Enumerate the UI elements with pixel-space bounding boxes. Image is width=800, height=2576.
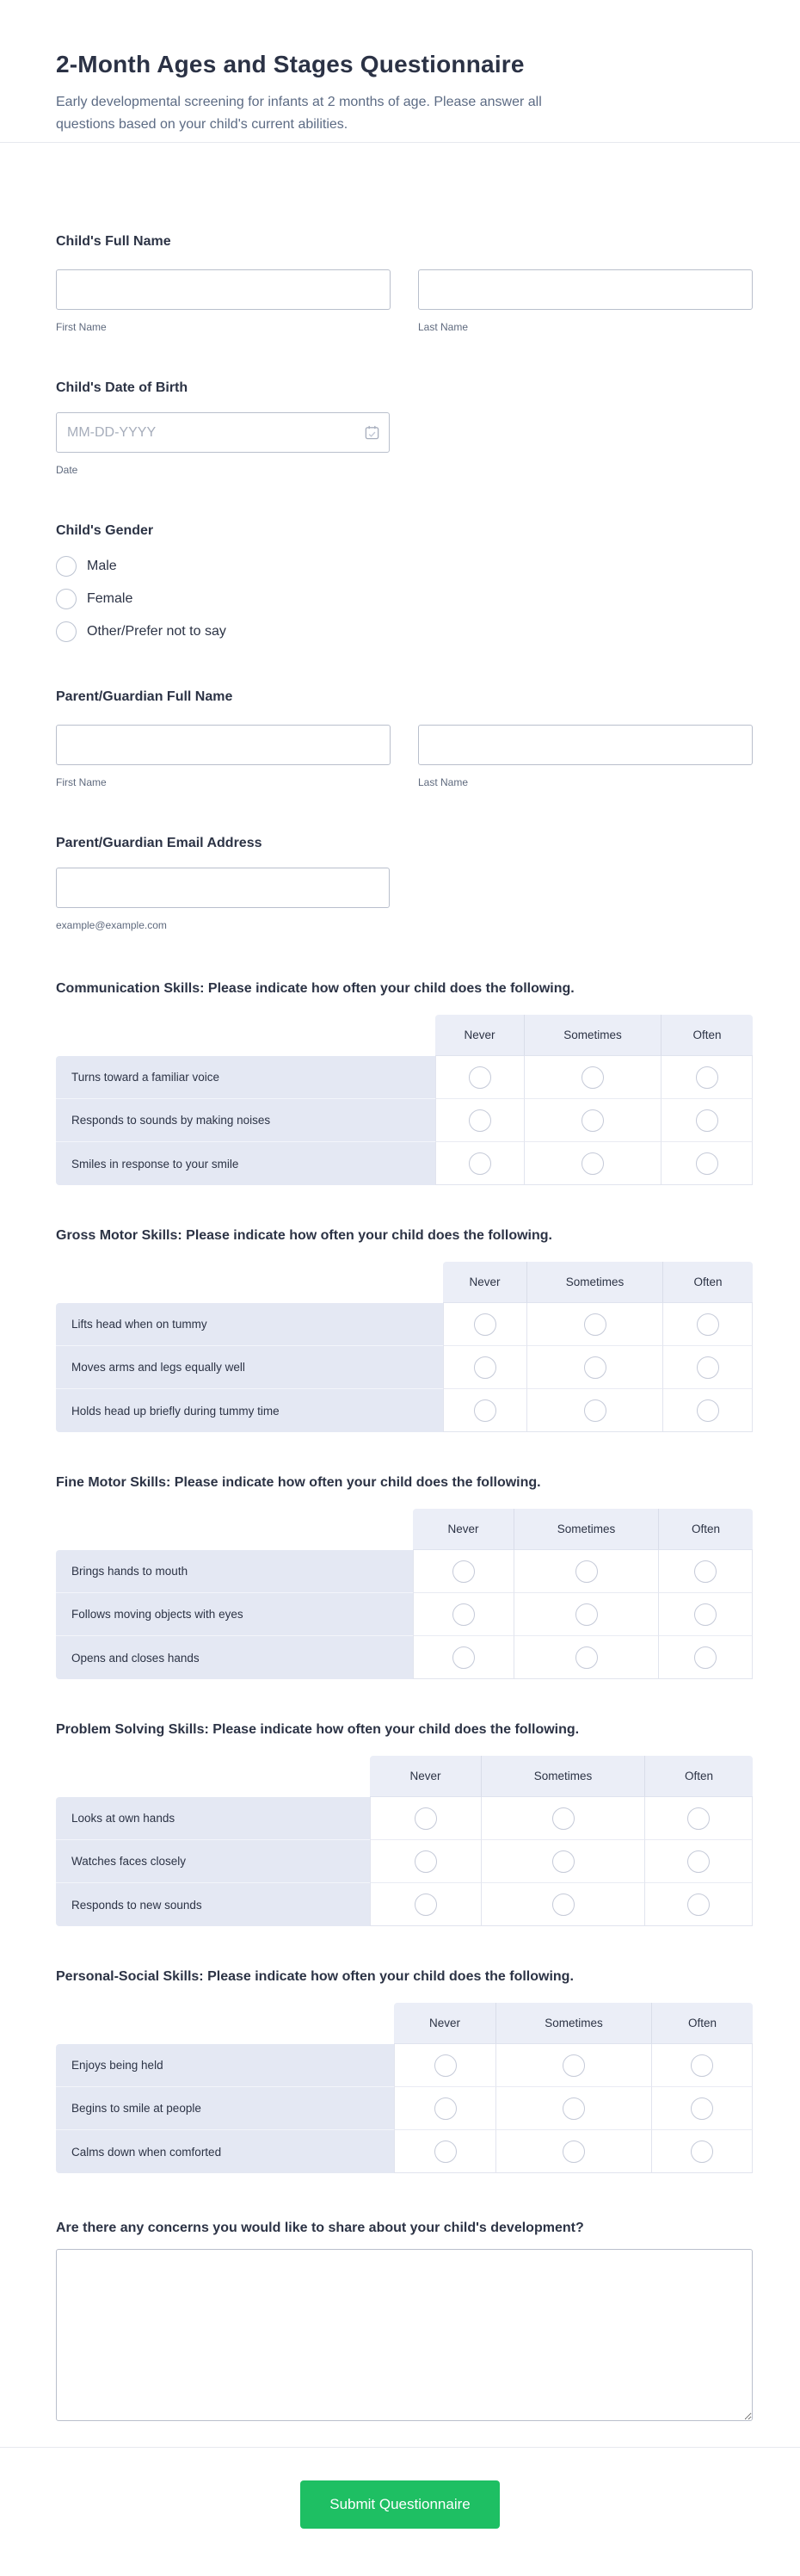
radio-icon — [687, 1893, 710, 1916]
gender-option-label: Other/Prefer not to say — [87, 624, 226, 639]
radio-icon — [552, 1807, 575, 1830]
radio-icon — [434, 2054, 457, 2077]
parent-last-name-sublabel: Last Name — [418, 776, 469, 788]
matrix-row-label: Follows moving objects with eyes — [56, 1593, 413, 1636]
radio-icon — [415, 1893, 437, 1916]
matrix-row-label: Begins to smile at people — [56, 2087, 394, 2130]
submit-button[interactable]: Submit Questionnaire — [300, 2480, 500, 2529]
dob-label: Child's Date of Birth — [56, 380, 188, 395]
matrix-col-often: Often — [661, 1015, 753, 1056]
matrix-radio-cell[interactable] — [370, 1797, 481, 1840]
matrix-radio-cell[interactable] — [443, 1389, 526, 1432]
radio-icon — [563, 2097, 585, 2120]
matrix-row-label: Holds head up briefly during tummy time — [56, 1389, 443, 1432]
radio-icon — [469, 1066, 491, 1089]
concerns-label: Are there any concerns you would like to share about your child's development? — [56, 2221, 584, 2235]
matrix-radio-cell[interactable] — [644, 1797, 753, 1840]
matrix-row-label: Smiles in response to your smile — [56, 1142, 435, 1185]
matrix-radio-cell[interactable] — [495, 2130, 651, 2173]
matrix-col-never: Never — [394, 2003, 495, 2044]
gender-label: Child's Gender — [56, 523, 154, 538]
matrix-radio-cell[interactable] — [514, 1550, 658, 1593]
dob-input[interactable] — [56, 412, 390, 453]
matrix-radio-cell[interactable] — [661, 1099, 753, 1142]
parent-first-name-input[interactable] — [56, 725, 391, 765]
matrix-radio-cell[interactable] — [514, 1636, 658, 1679]
matrix-radio-cell[interactable] — [651, 2087, 753, 2130]
radio-icon — [56, 589, 77, 609]
matrix-col-sometimes: Sometimes — [524, 1015, 661, 1056]
matrix-radio-cell[interactable] — [661, 1142, 753, 1185]
matrix-radio-cell[interactable] — [413, 1550, 514, 1593]
radio-icon — [691, 2140, 713, 2163]
child-last-name-sublabel: Last Name — [418, 321, 469, 333]
radio-icon — [691, 2097, 713, 2120]
matrix-radio-cell[interactable] — [526, 1389, 662, 1432]
child-last-name-input[interactable] — [418, 269, 753, 310]
email-sublabel: example@example.com — [56, 919, 167, 931]
matrix-personal-social — [56, 1968, 753, 2173]
matrix-title: Gross Motor Skills: Please indicate how often your child does the following. — [56, 1228, 552, 1243]
matrix-col-sometimes: Sometimes — [481, 1756, 644, 1797]
radio-icon — [415, 1850, 437, 1873]
matrix-corner — [56, 1756, 370, 1797]
radio-icon — [584, 1356, 606, 1379]
matrix-radio-cell[interactable] — [495, 2087, 651, 2130]
matrix-gross-motor — [56, 1227, 753, 1432]
radio-icon — [687, 1807, 710, 1830]
gender-option-female[interactable] — [56, 588, 753, 610]
matrix-radio-cell[interactable] — [481, 1840, 644, 1883]
matrix-radio-cell[interactable] — [524, 1142, 661, 1185]
matrix-col-often: Often — [658, 1509, 753, 1550]
matrix-table — [56, 2003, 753, 2173]
radio-icon — [582, 1152, 604, 1175]
radio-icon — [434, 2140, 457, 2163]
radio-icon — [474, 1313, 496, 1336]
concerns-textarea[interactable] — [56, 2249, 753, 2421]
gender-options — [56, 555, 753, 643]
radio-icon — [452, 1560, 475, 1583]
matrix-col-sometimes: Sometimes — [495, 2003, 651, 2044]
email-input[interactable] — [56, 868, 390, 908]
matrix-radio-cell[interactable] — [413, 1636, 514, 1679]
matrix-radio-cell[interactable] — [661, 1056, 753, 1099]
matrix-radio-cell[interactable] — [370, 1840, 481, 1883]
radio-icon — [415, 1807, 437, 1830]
radio-icon — [575, 1646, 598, 1669]
matrix-title: Communication Skills: Please indicate how often your child does the following. — [56, 981, 575, 996]
radio-icon — [691, 2054, 713, 2077]
matrix-col-often: Often — [662, 1262, 753, 1303]
matrix-radio-cell[interactable] — [435, 1056, 524, 1099]
radio-icon — [575, 1603, 598, 1626]
matrix-row-label: Lifts head when on tummy — [56, 1303, 443, 1346]
radio-icon — [474, 1399, 496, 1422]
radio-icon — [584, 1313, 606, 1336]
matrix-radio-cell[interactable] — [481, 1797, 644, 1840]
gender-option-label: Female — [87, 591, 133, 606]
matrix-table — [56, 1262, 753, 1432]
matrix-row-label: Brings hands to mouth — [56, 1550, 413, 1593]
radio-icon — [469, 1152, 491, 1175]
calendar-icon[interactable] — [364, 424, 380, 441]
radio-icon — [687, 1850, 710, 1873]
radio-icon — [694, 1560, 717, 1583]
matrix-radio-cell[interactable] — [651, 2044, 753, 2087]
matrix-table — [56, 1015, 753, 1185]
matrix-col-never: Never — [370, 1756, 481, 1797]
matrix-title: Problem Solving Skills: Please indicate how often your child does the following. — [56, 1722, 580, 1737]
matrix-radio-cell[interactable] — [394, 2087, 495, 2130]
matrix-col-sometimes: Sometimes — [514, 1509, 658, 1550]
gender-option-label: Male — [87, 559, 117, 573]
matrix-corner — [56, 2003, 394, 2044]
matrix-title: Fine Motor Skills: Please indicate how often your child does the following. — [56, 1475, 541, 1490]
matrix-radio-cell[interactable] — [658, 1593, 753, 1636]
matrix-radio-cell[interactable] — [443, 1303, 526, 1346]
radio-icon — [56, 556, 77, 577]
matrix-corner — [56, 1509, 413, 1550]
matrix-radio-cell[interactable] — [524, 1056, 661, 1099]
matrix-radio-cell[interactable] — [481, 1883, 644, 1926]
matrix-radio-cell[interactable] — [394, 2130, 495, 2173]
radio-icon — [582, 1066, 604, 1089]
radio-icon — [469, 1109, 491, 1132]
matrix-radio-cell[interactable] — [662, 1389, 753, 1432]
matrix-corner — [56, 1015, 435, 1056]
gender-option-other[interactable] — [56, 621, 753, 643]
matrix-radio-cell[interactable] — [662, 1346, 753, 1389]
matrix-radio-cell[interactable] — [394, 2044, 495, 2087]
matrix-radio-cell[interactable] — [495, 2044, 651, 2087]
matrix-row-label: Moves arms and legs equally well — [56, 1346, 443, 1389]
matrix-row-label: Turns toward a familiar voice — [56, 1056, 435, 1099]
parent-first-name-sublabel: First Name — [56, 776, 107, 788]
radio-icon — [56, 621, 77, 642]
matrix-radio-cell[interactable] — [435, 1142, 524, 1185]
radio-icon — [696, 1066, 718, 1089]
parent-name-row — [56, 725, 753, 789]
child-name-row — [56, 269, 753, 334]
matrix-radio-cell[interactable] — [413, 1593, 514, 1636]
matrix-col-never: Never — [435, 1015, 524, 1056]
matrix-table — [56, 1509, 753, 1679]
radio-icon — [697, 1356, 719, 1379]
form-title: 2-Month Ages and Stages Questionnaire — [56, 51, 525, 77]
radio-icon — [452, 1646, 475, 1669]
matrix-radio-cell[interactable] — [658, 1636, 753, 1679]
matrix-radio-cell[interactable] — [370, 1883, 481, 1926]
radio-icon — [552, 1850, 575, 1873]
radio-icon — [552, 1893, 575, 1916]
matrix-problem-solving — [56, 1721, 753, 1926]
radio-icon — [563, 2054, 585, 2077]
matrix-radio-cell[interactable] — [662, 1303, 753, 1346]
matrix-col-sometimes: Sometimes — [526, 1262, 662, 1303]
matrix-row-label: Watches faces closely — [56, 1840, 370, 1883]
matrix-radio-cell[interactable] — [524, 1099, 661, 1142]
radio-icon — [474, 1356, 496, 1379]
matrix-radio-cell[interactable] — [526, 1346, 662, 1389]
matrix-col-never: Never — [413, 1509, 514, 1550]
matrix-radio-cell[interactable] — [658, 1550, 753, 1593]
child-first-name-sublabel: First Name — [56, 321, 107, 333]
matrix-title: Personal-Social Skills: Please indicate how often your child does the following. — [56, 1969, 574, 1984]
matrix-fine-motor — [56, 1474, 753, 1679]
matrix-row-label: Calms down when comforted — [56, 2130, 394, 2173]
matrix-radio-cell[interactable] — [435, 1099, 524, 1142]
radio-icon — [697, 1399, 719, 1422]
matrix-communication — [56, 980, 753, 1185]
matrix-row-label: Looks at own hands — [56, 1797, 370, 1840]
child-first-name-input[interactable] — [56, 269, 391, 310]
matrix-row-label: Opens and closes hands — [56, 1636, 413, 1679]
parent-name-label: Parent/Guardian Full Name — [56, 689, 233, 704]
matrix-corner — [56, 1262, 443, 1303]
radio-icon — [563, 2140, 585, 2163]
matrix-row-label: Enjoys being held — [56, 2044, 394, 2087]
radio-icon — [697, 1313, 719, 1336]
matrix-col-often: Often — [644, 1756, 753, 1797]
matrix-radio-cell[interactable] — [443, 1346, 526, 1389]
matrix-row-label: Responds to new sounds — [56, 1883, 370, 1926]
matrix-radio-cell[interactable] — [644, 1840, 753, 1883]
radio-icon — [434, 2097, 457, 2120]
matrix-radio-cell[interactable] — [644, 1883, 753, 1926]
dob-sublabel: Date — [56, 464, 78, 476]
email-label: Parent/Guardian Email Address — [56, 836, 262, 850]
radio-icon — [452, 1603, 475, 1626]
parent-last-name-input[interactable] — [418, 725, 753, 765]
gender-option-male[interactable] — [56, 555, 753, 578]
matrix-radio-cell[interactable] — [526, 1303, 662, 1346]
form-subtitle: Early developmental screening for infants at 2 months of age. Please answer all questions based on your child's current abilities. — [56, 95, 542, 132]
radio-icon — [575, 1560, 598, 1583]
dob-field — [56, 412, 390, 477]
footer-divider — [0, 2447, 800, 2448]
matrix-radio-cell[interactable] — [514, 1593, 658, 1636]
matrix-table — [56, 1756, 753, 1926]
radio-icon — [584, 1399, 606, 1422]
radio-icon — [694, 1603, 717, 1626]
matrix-col-never: Never — [443, 1262, 526, 1303]
form-header — [0, 0, 800, 143]
radio-icon — [694, 1646, 717, 1669]
matrix-radio-cell[interactable] — [651, 2130, 753, 2173]
radio-icon — [696, 1109, 718, 1132]
radio-icon — [696, 1152, 718, 1175]
email-field — [56, 868, 390, 932]
matrix-col-often: Often — [651, 2003, 753, 2044]
matrix-row-label: Responds to sounds by making noises — [56, 1099, 435, 1142]
child-name-label: Child's Full Name — [56, 234, 171, 249]
radio-icon — [582, 1109, 604, 1132]
